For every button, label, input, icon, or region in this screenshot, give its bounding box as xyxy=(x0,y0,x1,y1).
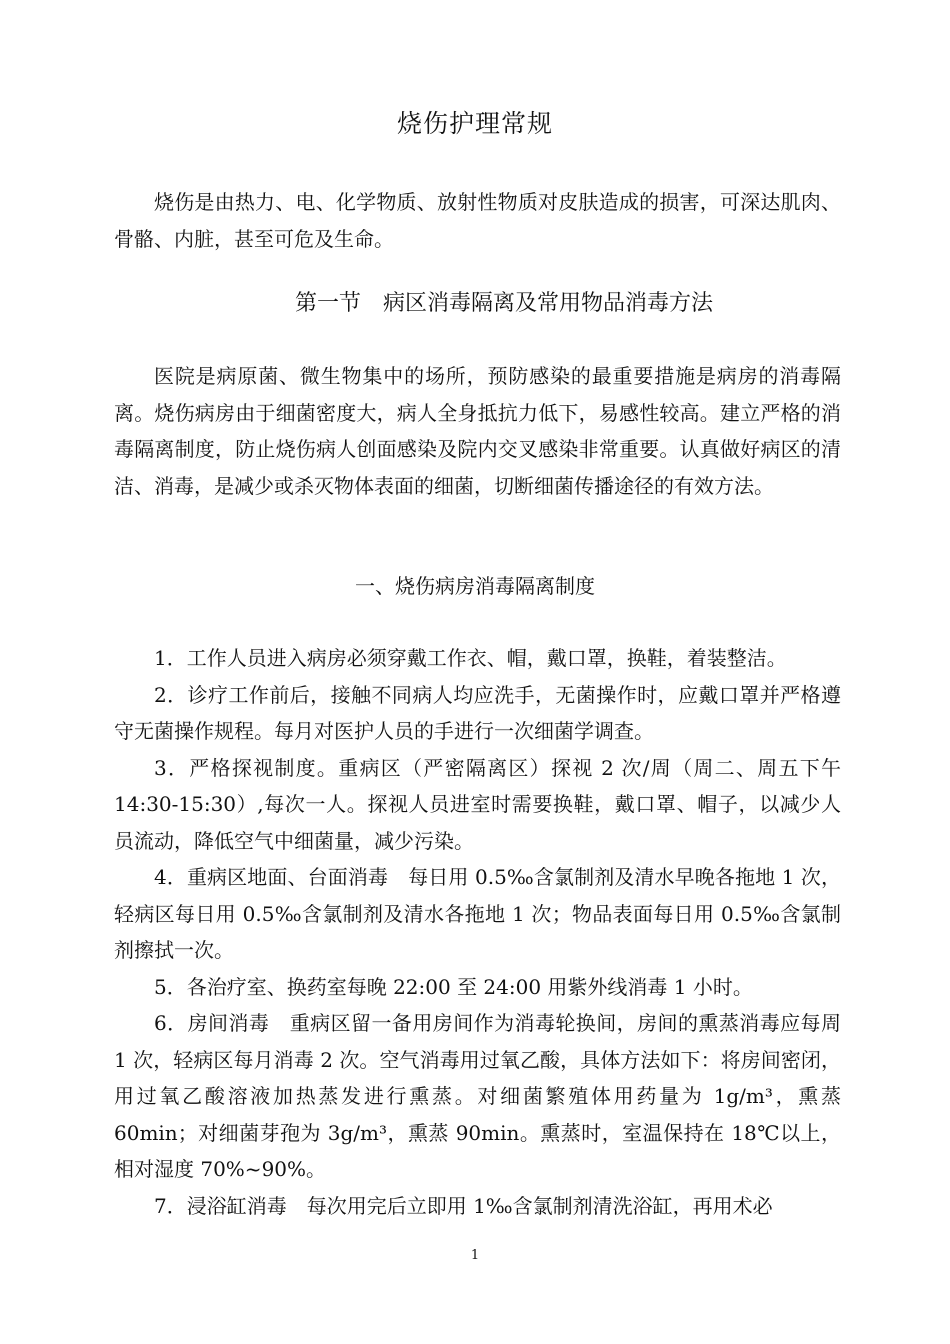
section-heading: 第一节 病区消毒隔离及常用物品消毒方法 xyxy=(295,291,714,316)
page-number: 1 xyxy=(470,1248,480,1263)
rule-item: 6．房间消毒 重病区留一备用房间作为消毒轮换间，房间的熏蒸消毒应每周 1 次，轻病区每月消毒 2 次。空气消毒用过氧乙酸，具体方法如下：将房间密闭，用过氧乙酸溶液加热蒸发进行熏蒸。对细菌繁殖体用药量为 1g/m³，熏蒸 60min；对细菌芽孢为 3g/m³，熏蒸 90min。熏蒸时，室温保持在 18℃以上，相对湿度 70%~90%。 xyxy=(114,1011,841,1181)
section-paragraph: 医院是病原菌、微生物集中的场所，预防感染的最重要措施是病房的消毒隔离。烧伤病房由于细菌密度大，病人全身抵抗力低下，易感性较高。建立严格的消毒隔离制度，防止烧伤病人创面感染及院内交叉感染非常重要。认真做好病区的清洁、消毒，是减少或杀灭物体表面的细菌，切断细菌传播途径的有效方法。 xyxy=(114,364,841,498)
rule-item: 3．严格探视制度。重病区（严密隔离区）探视 2 次/周（周二、周五下午 14:30-15:30）,每次一人。探视人员进室时需要换鞋，戴口罩、帽子，以减少人员流动，降低空气中细菌量，减少污染。 xyxy=(114,755,841,853)
rule-item: 5．各治疗室、换药室每晚 22:00 至 24:00 用紫外线消毒 1 小时。 xyxy=(154,974,753,999)
rules-list xyxy=(114,640,841,1224)
section-body xyxy=(114,358,841,504)
rule-item: 4．重病区地面、台面消毒 每日用 0.5‰含氯制剂及清水早晚各拖地 1 次，轻病区每日用 0.5‰含氯制剂及清水各拖地 1 次；物品表面每日用 0.5‰含氯制剂擦拭一次。 xyxy=(114,865,841,962)
rule-item: 2．诊疗工作前后，接触不同病人均应洗手，无菌操作时，应戴口罩并严格遵守无菌操作规程。每月对医护人员的手进行一次细菌学调查。 xyxy=(114,682,841,743)
rule-item: 1．工作人员进入病房必须穿戴工作衣、帽，戴口罩，换鞋，着装整洁。 xyxy=(154,646,787,670)
intro-block xyxy=(114,184,841,257)
subsection-heading: 一、烧伤病房消毒隔离制度 xyxy=(355,574,595,598)
document-title: 烧伤护理常规 xyxy=(396,109,553,138)
rule-item: 7．浸浴缸消毒 每次用完后立即用 1‰含氯制剂清洗浴缸，再用术必 xyxy=(154,1193,773,1218)
intro-paragraph: 烧伤是由热力、电、化学物质、放射性物质对皮肤造成的损害，可深达肌肉、骨骼、内脏，甚至可危及生命。 xyxy=(114,190,841,251)
